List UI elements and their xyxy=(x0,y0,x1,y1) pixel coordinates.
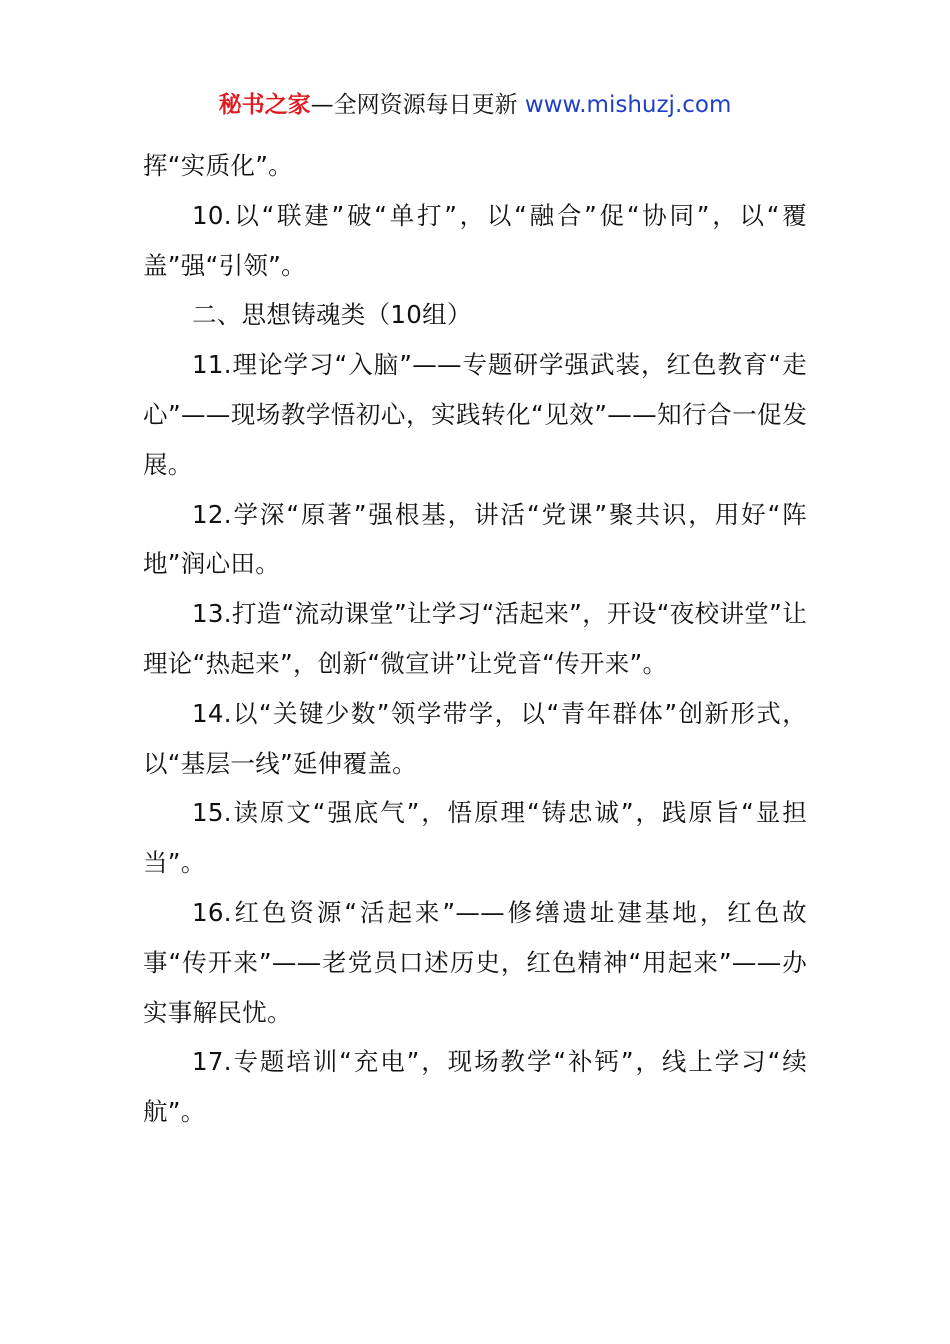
paragraph-item-16: 16.红色资源“活起来”——修缮遗址建基地，红色故事“传开来”——老党员口述历史，红色精神“用起来”——办实事解民忧。 xyxy=(143,897,807,1027)
paragraph-item-15: 15.读原文“强底气”，悟原理“铸忠诚”，践原旨“显担当”。 xyxy=(143,798,807,878)
paragraph-item-14: 14.以“关键少数”领学带学，以“青年群体”创新形式，以“基层一线”延伸覆盖。 xyxy=(143,698,807,778)
paragraph-item-12: 12.学深“原著”强根基，讲活“党课”聚共识，用好“阵地”润心田。 xyxy=(143,499,807,579)
paragraph-item-17: 17.专题培训“充电”，现场教学“补钙”，线上学习“续航”。 xyxy=(143,1047,807,1127)
paragraph-item-11: 11.理论学习“入脑”——专题研学强武装，红色教育“走心”——现场教学悟初心，实践转化“见效”——知行合一促发展。 xyxy=(143,350,807,479)
paragraph-item-13: 13.打造“流动课堂”让学习“活起来”，开设“夜校讲堂”让理论“热起来”，创新“微宣讲”让党音“传开来”。 xyxy=(143,599,807,678)
document-body xyxy=(143,141,807,1137)
website-link[interactable]: www.mishuzj.com xyxy=(524,92,732,118)
header-slogan: —全网资源每日更新 xyxy=(310,92,518,118)
section-heading: 二、思想铸魂类（10组） xyxy=(192,300,472,330)
brand-name: 秘书之家 xyxy=(218,92,311,118)
page-header xyxy=(0,88,950,122)
paragraph-item-10: 10.以“联建”破“单打”，以“融合”促“协同”，以“覆盖”强“引领”。 xyxy=(143,200,807,280)
paragraph-continuation: 挥“实质化”。 xyxy=(143,151,293,180)
